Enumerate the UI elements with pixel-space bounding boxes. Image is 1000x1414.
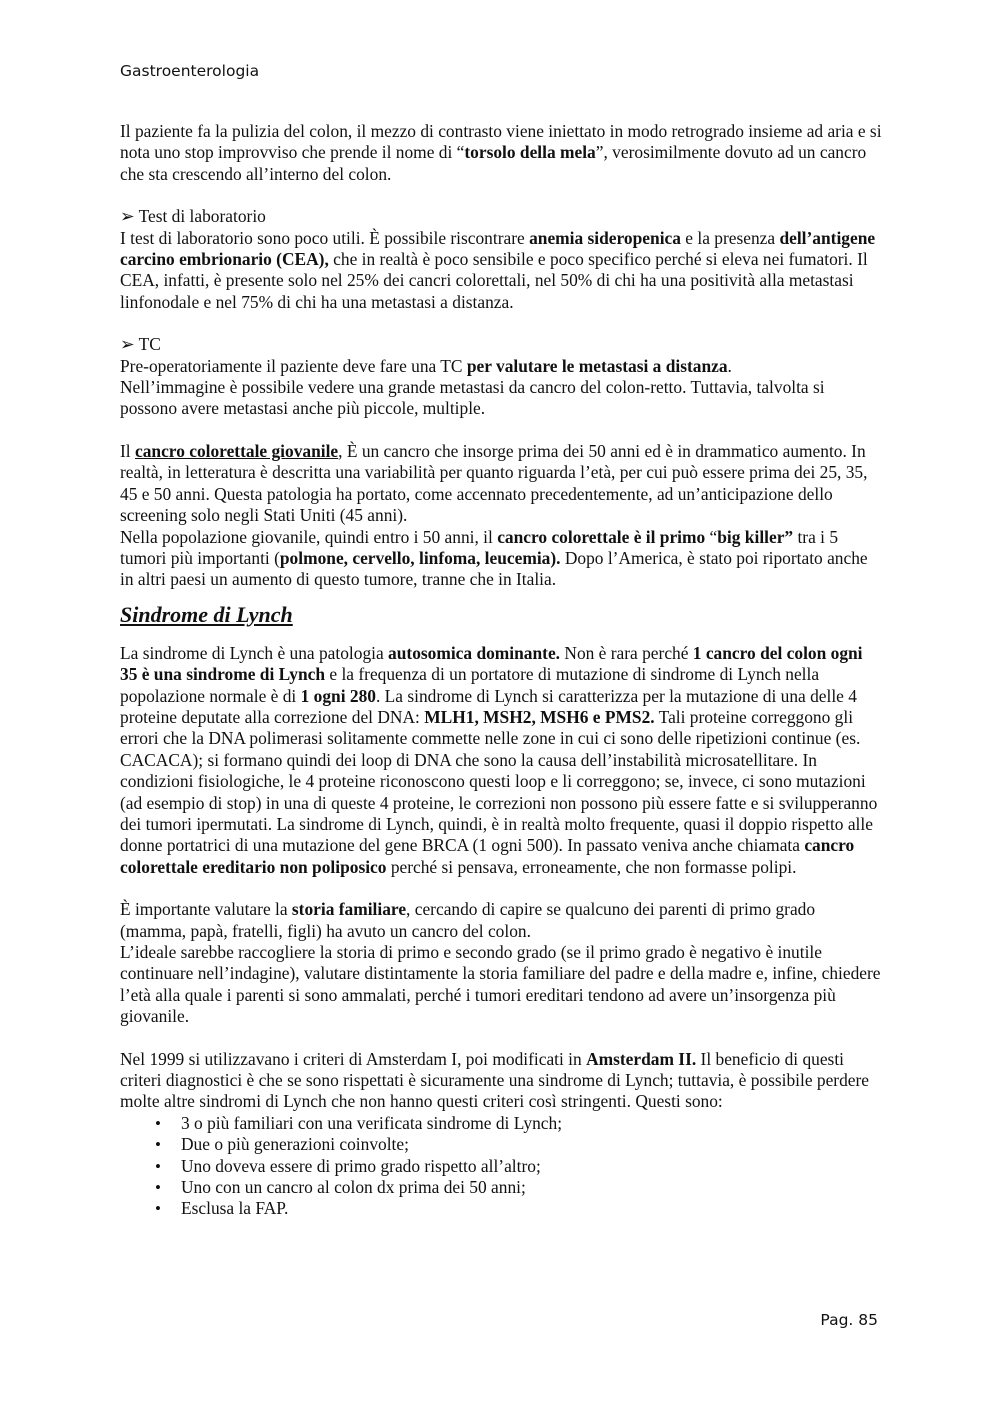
list-item: • Esclusa la FAP. [155,1198,884,1219]
list-item: • 3 o più familiari con una verificata sindrome di Lynch; [155,1113,884,1134]
paragraph-tc: Pre-operatoriamente il paziente deve fare una TC per valutare le metastasi a distanza. [120,355,732,376]
list-item: • Due o più generazioni coinvolte; [155,1134,884,1155]
list-item: • Uno doveva essere di primo grado rispetto all’altro; [155,1156,884,1177]
paragraph-family-history: È importante valutare la storia familiare, cercando di capire se qualcuno dei parenti di primo grado (mamma, papà, fratelli, figli) ha avuto un cancro del colon. [120,899,816,941]
paragraph-big-killer: Nella popolazione giovanile, quindi entro i 50 anni, il cancro colorettale è il primo “big killer” tra i 5 tumori più importanti (polmone, cervello, linfoma, leucemia). Dopo l’America, è stato poi riportato anche in altri paesi un aumento di questo tumore, tranne che in Italia. [120,526,868,590]
page-header: Gastroenterologia [120,62,260,80]
paragraph-apple-core: Il paziente fa la pulizia del colon, il mezzo di contrasto viene iniettato in modo retrogrado insieme ad aria e si nota uno stop improvviso che prende il nome di “torsolo della mela”, verosimilmente dovuto ad un cancro che sta crescendo all’interno del colon. [120,121,882,184]
paragraph-ideal-history: L’ideale sarebbe raccogliere la storia di primo e secondo grado (se il primo grado è negativo è inutile continuare nell’indagine), valutare distintamente la storia familiare del padre e della madre e, infine, chiedere l’età alla quale i parenti si sono ammalati, perché i tumori ereditari tendono ad avere un’insorgenza più giovanile. [120,942,881,1027]
page-number: Pag. 85 [820,1311,878,1329]
heading-tc: ➢ TC [120,334,161,355]
paragraph-young-cancer: Il cancro colorettale giovanile, È un cancro che insorge prima dei 50 anni ed è in drammatico aumento. In realtà, in letteratura è descritta una variabilità per quanto riguarda l’età, per cui può essere prima dei 25, 35, 45 e 50 anni. Questa patologia ha portato, come accennato precedentemente, ad un’anticipazione dello screening solo negli Stati Uniti (45 anni). [120,440,868,526]
list-item: • Uno con un cancro al colon dx prima dei 50 anni; [155,1177,884,1198]
criteria-list [120,1113,884,1220]
paragraph-amsterdam: Nel 1999 si utilizzavano i criteri di Amsterdam I, poi modificati in Amsterdam II. Il beneficio di questi criteri diagnostici è che se sono rispettati è sicuramente una sindrome di Lynch; tuttavia, è possibile perdere molte altre sindromi di Lynch che non hanno questi criteri così stringenti. Questi sono: [120,1048,870,1112]
paragraph-lynch: La sindrome di Lynch è una patologia autosomica dominante. Non è rara perché 1 cancro del colon ogni 35 è una sindrome di Lynch e la frequenza di un portatore di mutazione di sindrome di Lynch nella popolazione normale è di 1 ogni 280. La sindrome di Lynch si caratterizza per la mutazione di una delle 4 proteine deputate alla correzione del DNA: MLH1, MSH2, MSH6 e PMS2. Tali proteine correggono gli errori che la DNA polimerasi solitamente commette nelle zone in cui ci sono delle ripetizioni continue (es. CACACA); si formano quindi dei loop di DNA che sono la causa dell’instabilità microsatellitare. In condizioni fisiologiche, le 4 proteine riconoscono questi loop e li correggono; se, invece, ci sono mutazioni (ad esempio di stop) in una di queste 4 proteine, le correzioni non possono più essere fatte e si svilupperanno dei tumori ipermutati. La sindrome di Lynch, quindi, è in realtà molto frequente, quasi il doppio rispetto alle donne portatrici di una mutazione del gene BRCA (1 ogni 500). In passato veniva anche chiamata cancro colorettale ereditario non poliposico perché si pensava, erroneamente, che non formasse polipi. [120,642,878,877]
page-content [120,121,884,1220]
section-title-lynch: Sindrome di Lynch [120,601,293,627]
paragraph-tc-image: Nell’immagine è possibile vedere una grande metastasi da cancro del colon-retto. Tuttavia, talvolta si possono avere metastasi anche più piccole, multiple. [120,377,825,419]
heading-lab-tests: ➢ Test di laboratorio [120,206,266,227]
paragraph-lab-tests: I test di laboratorio sono poco utili. È possibile riscontrare anemia sideropenica e la presenza dell’antigene carcino embrionario (CEA), che in realtà è poco sensibile e poco specifico perché si eleva nei fumatori. Il CEA, infatti, è presente solo nel 25% dei cancri colorettali, nel 50% di chi ha una positività alla metastasi linfonodale e nel 75% di chi ha una metastasi a distanza. [120,227,876,312]
